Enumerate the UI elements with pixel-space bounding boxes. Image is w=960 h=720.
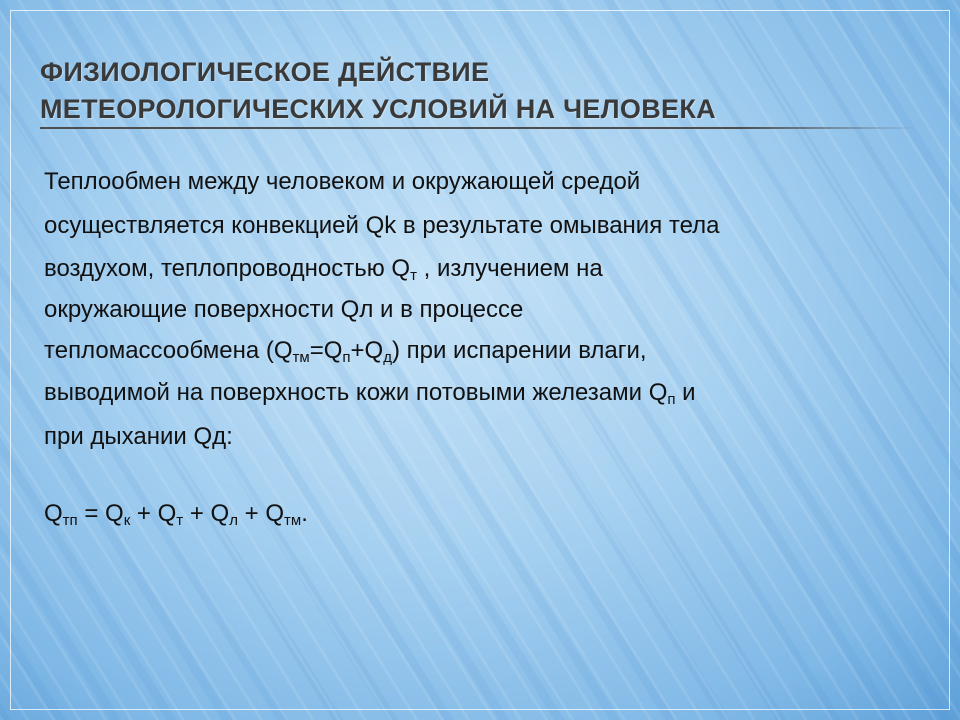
subscript: л <box>229 512 238 529</box>
title-line-1: ФИЗИОЛОГИЧЕСКОЕ ДЕЙСТВИЕ <box>40 57 490 87</box>
paragraph-line-7: при дыхании Qд: <box>44 423 233 450</box>
text-run: выводимой на поверхность кожи потовыми железами Q <box>44 379 668 406</box>
text-run: Q <box>44 500 63 527</box>
text-run: + Q <box>183 500 230 527</box>
text-run: + Q <box>237 500 284 527</box>
subscript: п <box>667 391 676 408</box>
subscript: к <box>123 512 131 529</box>
subscript: тм <box>284 512 302 529</box>
subscript: т <box>176 512 184 529</box>
subscript: п <box>342 349 351 366</box>
text-run: воздухом, теплопроводностью Q <box>44 255 411 282</box>
paragraph-line-5 <box>44 337 647 366</box>
title-line-2: МЕТЕОРОЛОГИЧЕСКИХ УСЛОВИЙ НА ЧЕЛОВЕКА <box>40 94 716 124</box>
text-run: =Q <box>309 337 343 364</box>
title-underline <box>40 127 738 129</box>
text-run: ) при испарении влаги, <box>391 337 647 364</box>
text-run: + Q <box>130 500 177 527</box>
text-run: . <box>301 500 308 527</box>
paragraph-line-1: Теплообмен между человеком и окружающей средой <box>44 168 641 195</box>
subscript: д <box>383 349 392 366</box>
slide-title <box>40 54 716 128</box>
paragraph-line-6 <box>44 379 696 408</box>
heat-balance-formula <box>44 500 308 529</box>
text-run: +Q <box>350 337 384 364</box>
title-underline-fade <box>738 127 918 129</box>
subscript: тп <box>62 512 78 529</box>
paragraph-line-2: осуществляется конвекцией Qk в результате омывания тела <box>44 212 720 239</box>
subscript: т <box>410 267 417 284</box>
subscript: тм <box>292 349 310 366</box>
paragraph-line-4: окружающие поверхности Qл и в процессе <box>44 296 524 323</box>
text-run: = Q <box>77 500 124 527</box>
text-run: , излучением на <box>416 255 603 282</box>
text-run: и <box>675 379 696 406</box>
paragraph-line-3 <box>44 255 603 284</box>
text-run: тепломассообмена (Q <box>44 337 293 364</box>
